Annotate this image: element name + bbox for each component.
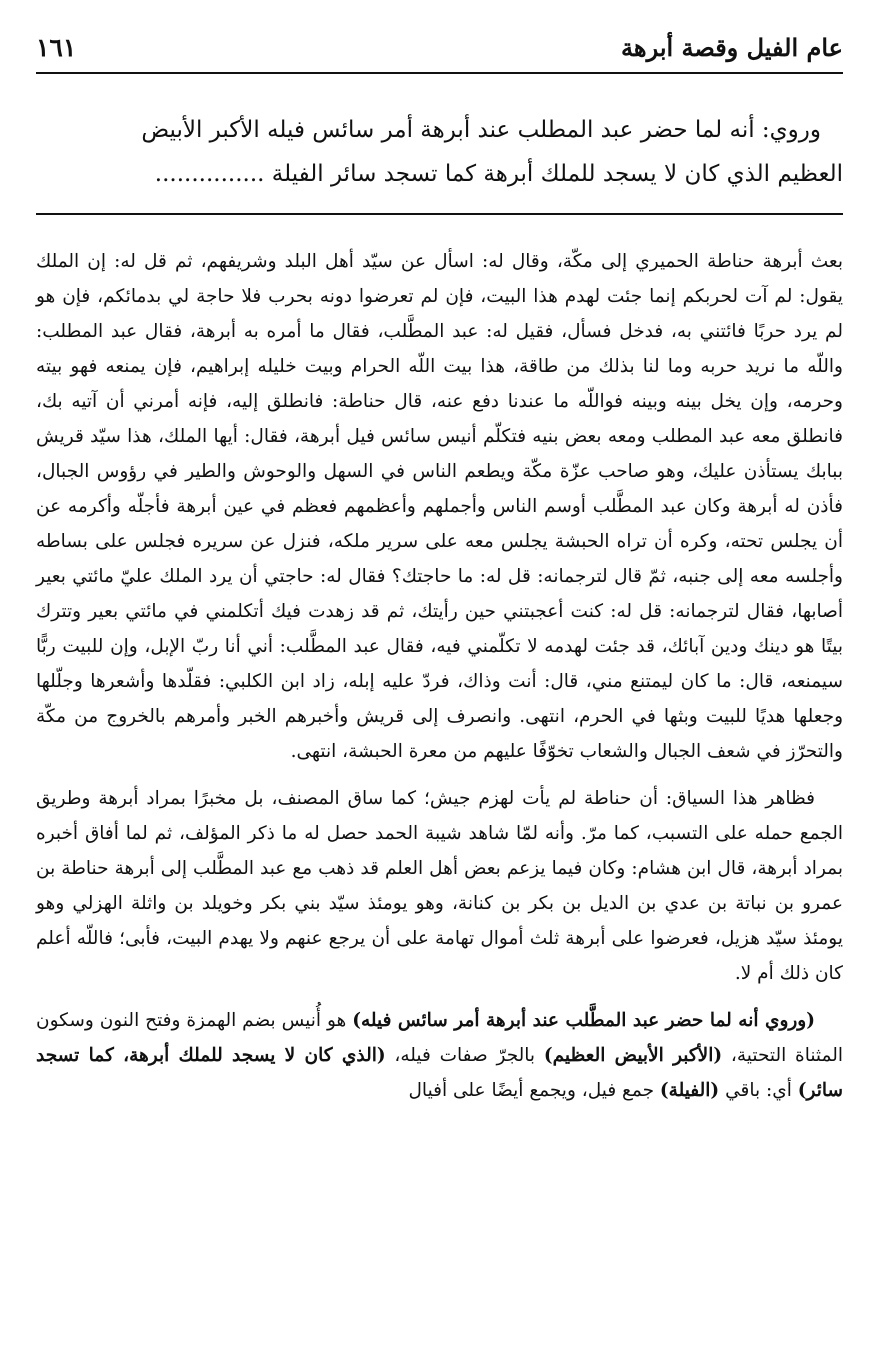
main-text (36, 108, 843, 196)
explanation-text: أي: باقي (719, 1080, 798, 1101)
commentary-paragraph-3 (36, 1003, 843, 1108)
commentary-paragraph-1: بعث أبرهة حناطة الحميري إلى مكّة، وقال له: اسأل عن سيّد أهل البلد وشريفهم، ثم قل له: إن الملك يقول: لم آت لحربكم إنما جئت لهدم هذا البيت، فإن لم تعرضوا دونه بحرب فلا حاجة لي بدمائكم، فإن هو لم يرد حربًا فائتني به، فدخل فسأل، فقيل له: عبد المطَّلب، فقال ما أمره به أبرهة، فقال عبد المطلب: واللّه ما نريد حربه وما لنا بذلك من طاقة، هذا بيت اللّه الحرام وبيت خليله إبراهيم، فإن يمنعه فهو بيته وحرمه، وإن يخل بينه وبينه فواللّه ما عندنا دفع عنه، قال حناطة: فانطلق إليه، فإنه أمرني أن آتيه بك، فانطلق معه عبد المطلب ومعه بعض بنيه فتكلّم أنيس سائس فيل أبرهة، فقال: أيها الملك، هذا سيّد قريش ببابك يستأذن عليك، وهو صاحب عزّة مكّة ويطعم الناس في السهل والوحوش والطير في رؤوس الجبال، فأذن له أبرهة وكان عبد المطَّلب أوسم الناس وأجملهم وأعظمهم فعظم في عين أبرهة فأجلّه وأكرمه عن أن يجلس تحته، وكره أن تراه الحبشة يجلس معه على سرير ملكه، فنزل عن سريره فجلس على بساطه وأجلسه معه إلى جنبه، ثمّ قال لترجمانه: قل له: ما حاجتك؟ فقال له: حاجتي أن يرد الملك عليّ مائتي بعير أصابها، فقال لترجمانه: قل له: كنت أعجبتني حين رأيتك، ثم قد زهدت فيك أتكلمني في مائتي بعير وتترك بيتًا هو دينك ودين آبائك، قد جئت لهدمه لا تكلّمني فيه، فقال عبد المطَّلب: أني أنا ربّ الإبل، وإن للبيت ربًّا سيمنعه، قال: ما كان ليمتنع مني، قال: أنت وذاك، فردّ عليه إبله، زاد ابن الكلبي: فقلّدها وأشعرها وجلّلها وجعلها هديًا للبيت وبثها في الحرم، انتهى. وانصرف إلى قريش وأخبرهم الخبر وأمرهم بالخروج من مكّة والتحرّز في شعف الجبال والشعاب تخوّفًا عليهم من معرة الحبشة، انتهى. (36, 251, 844, 762)
main-text-line-2: العظيم الذي كان لا يسجد للملك أبرهة كما تسجد سائر الفيلة ............... (154, 161, 843, 187)
quoted-matn: (الذي كان لا يسجد للملك أبرهة، كما تسجد سائر) (36, 1045, 843, 1101)
commentary-paragraph-2: فظاهر هذا السياق: أن حناطة لم يأت لهزم جيش؛ كما ساق المصنف، بل مخبرًا بمراد أبرهة وطريق الجمع حمله على التسبب، كما مرّ. وأنه لمّا شاهد شيبة الحمد حصل له ما ذكر المؤلف، ثم لما أفاق أخبره بمراد أبرهة، قال ابن هشام: وكان فيما يزعم بعض أهل العلم قد ذهب مع عبد المطَّلب إلى أبرهة حناطة بن عمرو بن نباتة بن عدي بن الديل بن بكر بن كنانة، وهو يومئذ سيّد بني بكر وخويلد بن واثلة الهزلي وهو يومئذ سيّد هزيل، فعرضوا على أبرهة ثلث أموال تهامة على أن يرجع عنهم ولا يهدم البيت، فأبى؛ فاللّه أعلم كان ذلك أم لا. (36, 788, 843, 984)
commentary-text (36, 244, 843, 1120)
page-number: ١٦١ (36, 33, 77, 62)
quoted-matn: (الأكبر الأبيض العظيم) (543, 1045, 723, 1066)
explanation-text: هو أُنيس بضم الهمزة وفتح النون وسكون المثناة التحتية، (36, 1010, 843, 1066)
explanation-text: بالجرّ صفات فيله، (385, 1045, 544, 1066)
main-text-line-1: وروي: أنه لما حضر عبد المطلب عند أبرهة أمر سائس فيله الأكبر الأبيض (141, 117, 821, 143)
page-header (36, 26, 843, 74)
quoted-matn: (الفيلة) (659, 1080, 720, 1101)
running-title: عام الفيل وقصة أبرهة (621, 33, 843, 62)
separator-rule (36, 213, 843, 215)
explanation-text: جمع فيل، ويجمع أيضًا على أفيال (408, 1080, 660, 1101)
quoted-matn: (وروي أنه لما حضر عبد المطَّلب عند أبرهة أمر سائس فيله) (352, 1010, 815, 1031)
